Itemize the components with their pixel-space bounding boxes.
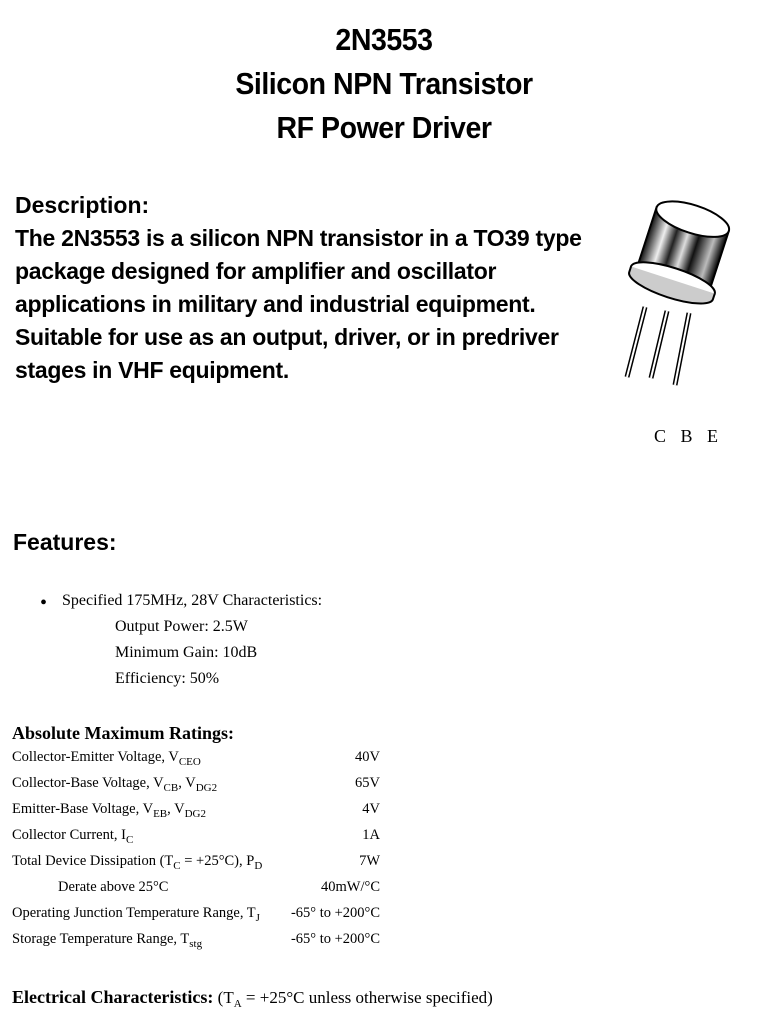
device-application-title: RF Power Driver [276,110,492,145]
rating-value: 4V [362,801,380,817]
to39-transistor-icon [615,195,745,390]
rating-value: 40V [355,749,380,765]
spec-headline: Specified 175MHz, 28V Characteristics: [62,592,323,609]
rating-value: 7W [359,853,380,869]
rating-label: Collector-Emitter Voltage, $V_{CEO}$ [12,749,201,768]
spec-minimum-gain: Minimum Gain: 10dB [115,644,258,661]
description-line: applications in military and industrial equipment. [15,291,536,317]
rating-row [12,775,380,799]
rating-row [12,931,380,955]
rating-row [12,879,380,903]
description-line: The 2N3553 is a silicon NPN transistor in a TO39 type [15,225,582,251]
rating-value: 1A [362,827,380,843]
pin-labels: C B E [654,426,724,446]
rating-row [12,749,380,773]
spec-efficiency: Efficiency: 50% [115,670,220,687]
description-body [15,222,605,387]
device-type-title: Silicon NPN Transistor [235,66,533,101]
rating-value: -65° to +200°C [290,905,380,921]
rating-label: Total Device Dissipation $(T_C = +25^\circ C)$, $P_D$ [12,853,263,872]
rating-row [12,905,380,929]
description-line: stages in VHF equipment. [15,357,289,383]
rating-label: Emitter-Base Voltage, $V_{EB}$, $V_{DG2}$ [12,801,206,820]
rating-value: -65° to +200°C [290,931,380,947]
rating-row [12,827,380,851]
description-line: package designed for amplifier and oscillator [15,258,497,284]
rating-label: Storage Temperature Range, $T_{stg}$ [12,931,203,950]
rating-label: Derate above 25°C [58,879,169,895]
rating-value: 40mW/°C [321,879,380,895]
rating-value: 65V [355,775,380,791]
rating-row [12,853,380,877]
electrical-characteristics-heading: Electrical Characteristics: ($T_A = +25^\circ C$ unless otherwise specified) [12,987,493,1010]
rating-label: Collector Current, $I_C$ [12,827,134,846]
rating-label: Collector-Base Voltage, $V_{CB}$, $V_{DG2}$ [12,775,218,794]
spec-output-power: Output Power: 2.5W [115,618,248,635]
bullet-icon: • [40,592,48,614]
features-heading: Features: [13,529,117,555]
description-heading: Description: [15,192,150,218]
rating-label: Operating Junction Temperature Range, $T_J$ [12,905,260,924]
part-number-title: 2N3553 [335,22,433,57]
description-line: Suitable for use as an output, driver, or in predriver [15,324,559,350]
rating-row [12,801,380,825]
ratings-heading: Absolute Maximum Ratings: [12,723,235,743]
